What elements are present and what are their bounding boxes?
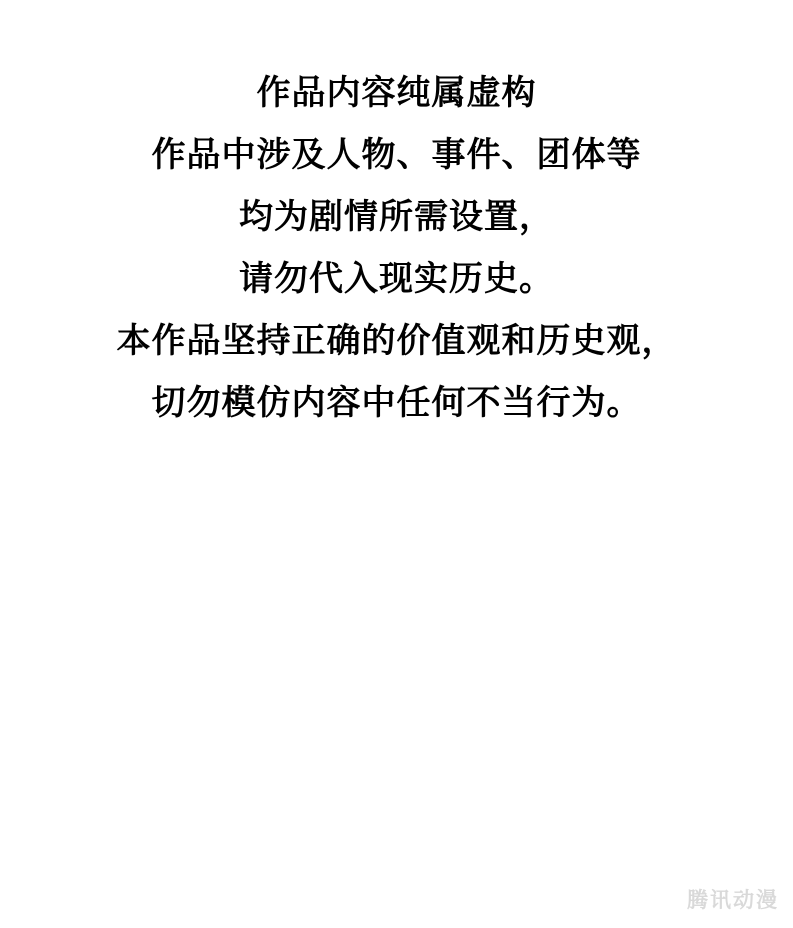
watermark-label: 腾讯动漫 [687, 889, 779, 912]
disclaimer-line-2: 作品中涉及人物、事件、团体等 [151, 136, 642, 174]
disclaimer-line-1: 作品内容纯属虚构 [256, 74, 537, 112]
disclaimer-line-5: 本作品坚持正确的价值观和历史观， [116, 322, 677, 360]
disclaimer-text-block [0, 62, 793, 434]
disclaimer-line-6: 切勿模仿内容中任何不当行为。 [151, 384, 642, 422]
disclaimer-line-3: 均为剧情所需设置， [239, 198, 554, 236]
disclaimer-line-4: 请勿代入现实历史。 [239, 260, 554, 298]
